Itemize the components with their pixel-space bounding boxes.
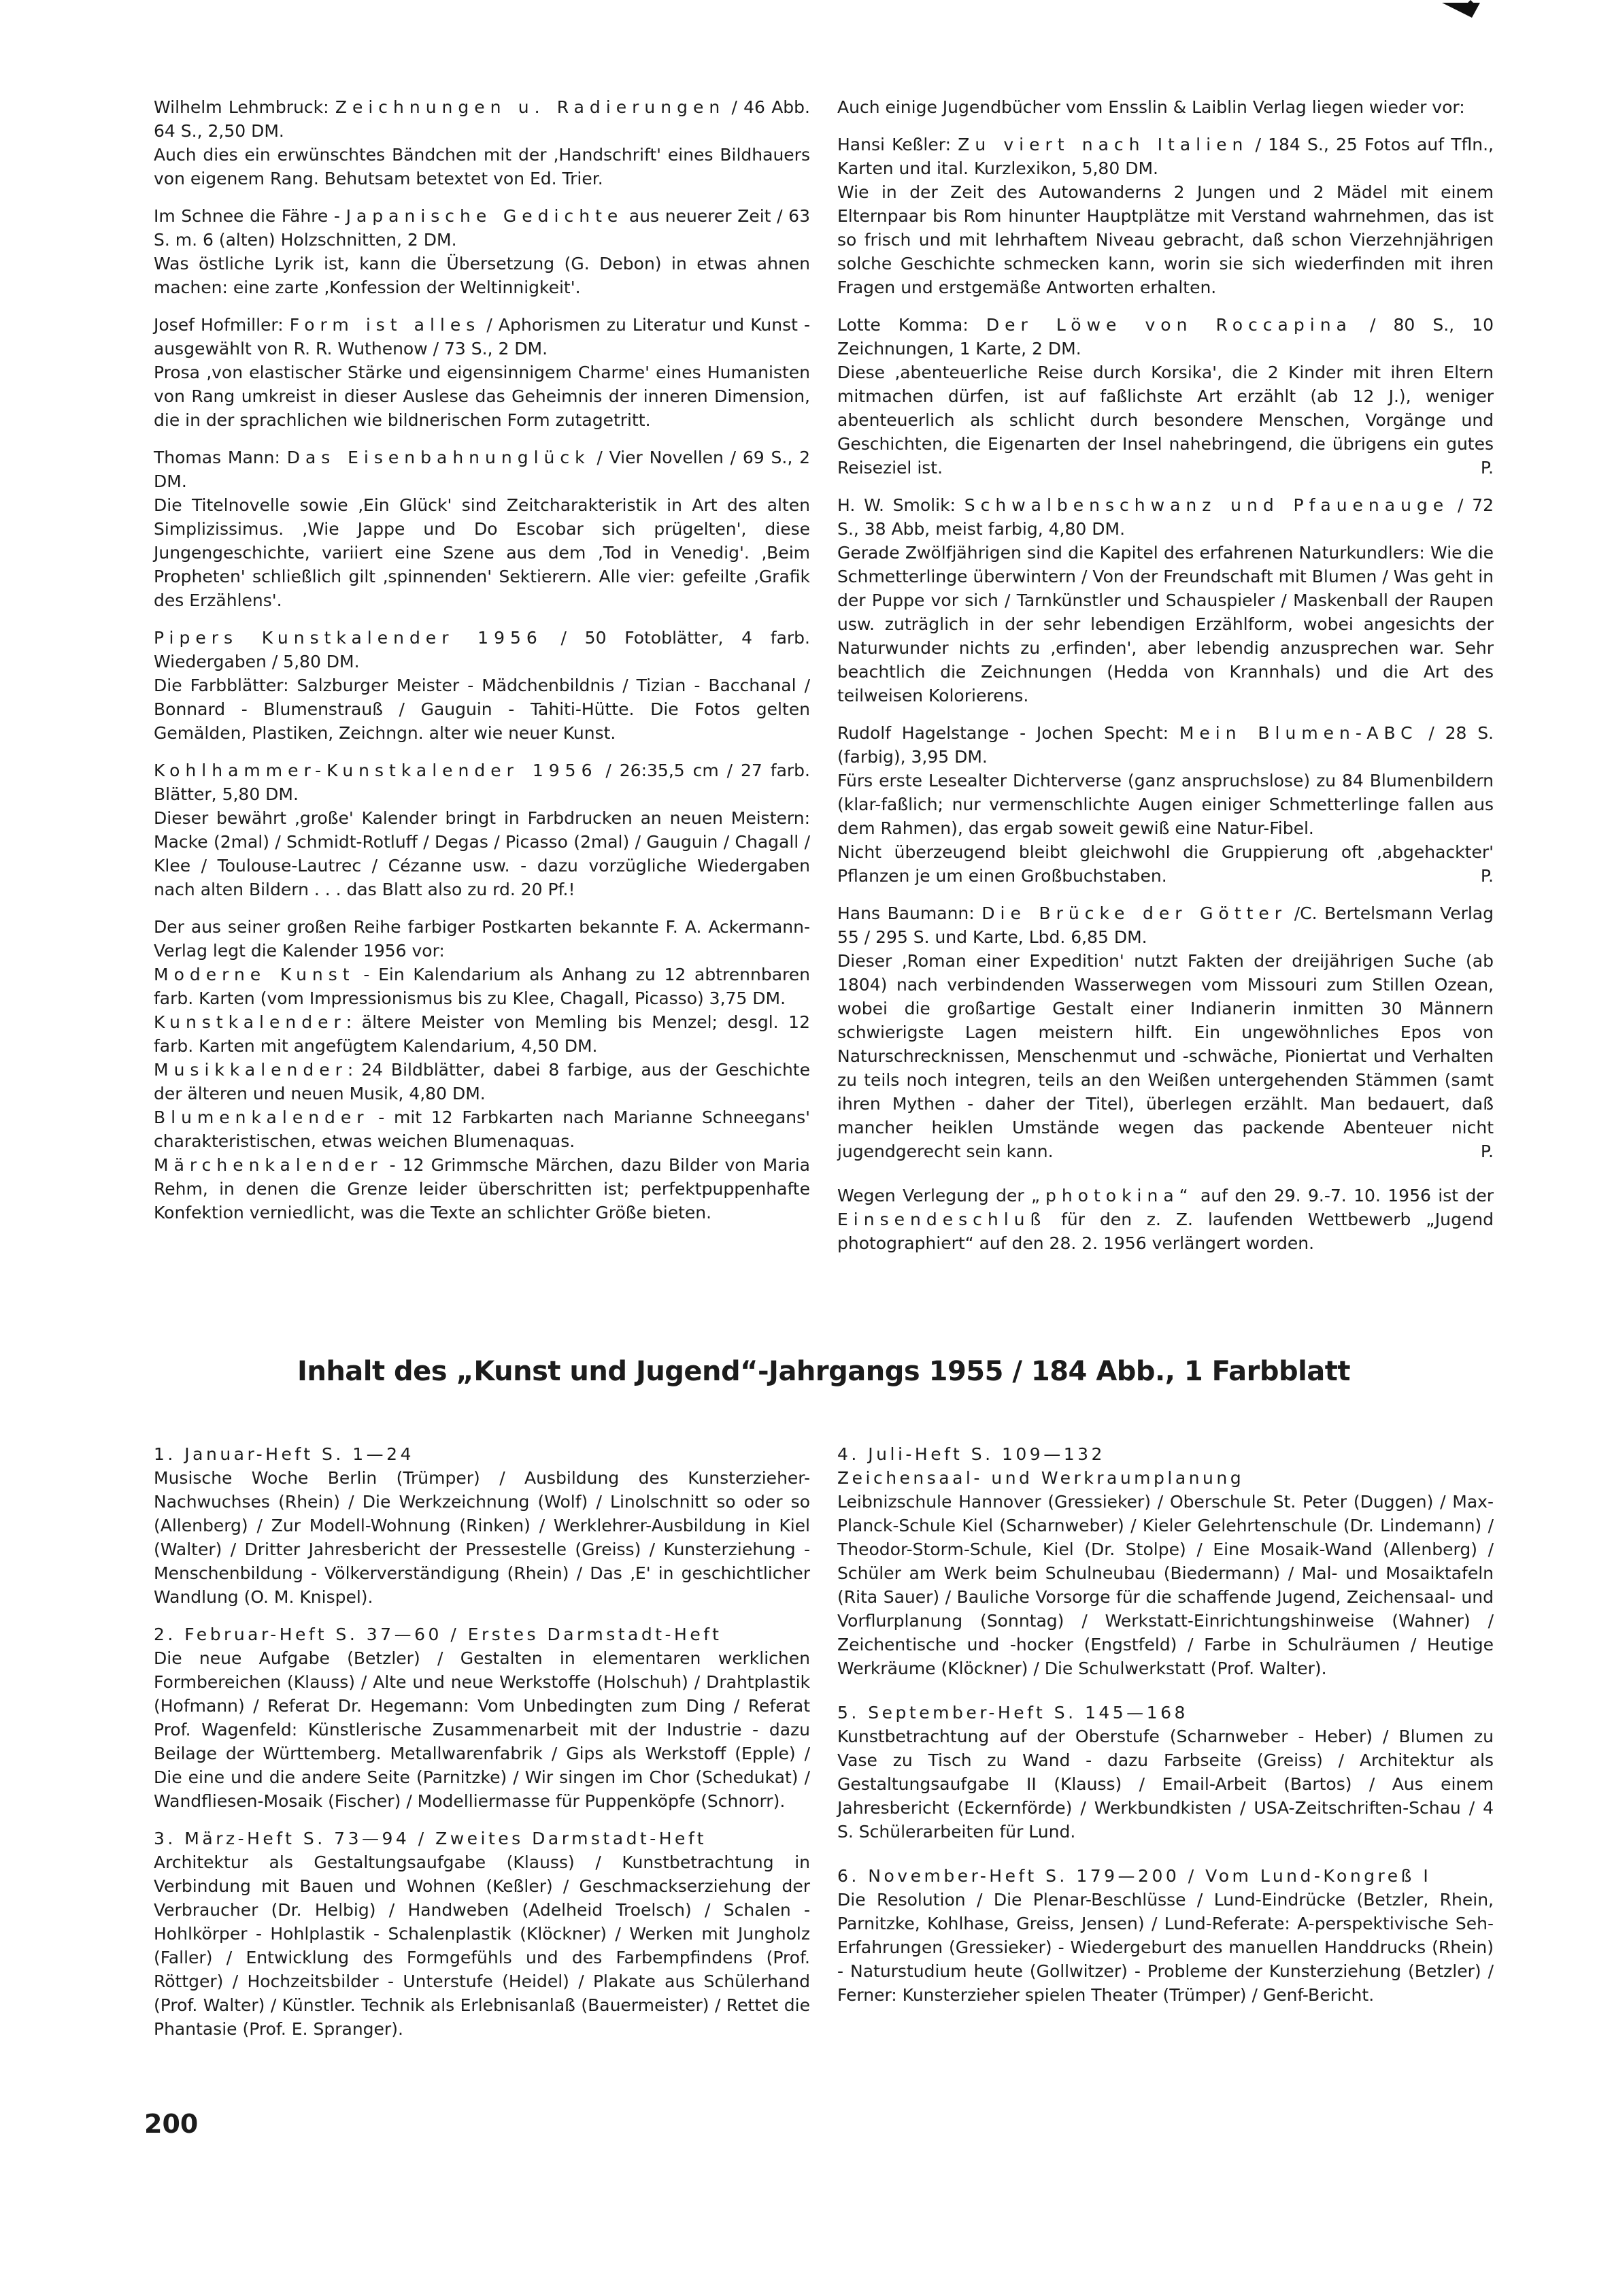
review-title: Pipers Kunstkalender 1956 [154, 628, 543, 648]
notice-text: auf den 29. 9.-7. 10. 1956 ist der [1193, 1186, 1494, 1205]
review-text-2: Nicht überzeugend bleibt gleichwohl die Gruppierung oft ‚abgehackter' Pflanzen je um einen Großbuchstaben. [837, 842, 1494, 886]
corner-mark [1441, 0, 1481, 19]
toc-issue-july [837, 1442, 1494, 1680]
review-text: Die Farbblätter: Salzburger Meister - Mädchenbildnis / Tizian - Bacchanal / Bonnard - Blumenstrauß / Gauguin - Tahiti-Hütte. Die Fotos gelten Gemälden, Plastiken, Zeichngn. alter wie neuer Kunst. [154, 676, 810, 743]
toc-right-column [837, 1442, 1494, 2020]
review-mann [154, 446, 810, 612]
review-title: Kohlhammer-Kunstkalender 1956 [154, 761, 598, 780]
review-title: Der Löwe von Roccapina [986, 315, 1352, 335]
reviews-left-column [154, 95, 810, 1238]
review-author: Hans Baumann: [837, 903, 982, 923]
review-text: Gerade Zwölfjährigen sind die Kapitel des erfahrenen Naturkundlers: Wie die Schmetterlinge überwintern / Von der Freundschaft mit Blumen / Was geht in der Puppe vor sich / Tarnkünstler und Schauspieler / Maskenball der Raupen usw. zuträglich in der sehr lebendigen Erzählform, wobei angesichts der Naturwunder nichts zu ‚erfinden', aber lebendig anzusprechen war. Sehr beachtlich die Zeichnungen (Hedda von Krannhals) und die Art des teilweisen Kolorierens. [837, 543, 1494, 705]
review-text: Die Titelnovelle sowie ‚Ein Glück' sind Zeitcharakteristik in Art des alten Simplizissimus. ‚Wie Jappe und Do Escobar sich prügelten', diese Jungengeschichte, variiert eine Szene aus dem ‚Tod in Venedig'. ‚Beim Propheten' schließlich gilt ‚spinnenden' Sektierern. Alle vier: gefeilte ‚Grafik des Erzählens'. [154, 495, 810, 610]
review-details: / Aphorismen zu Literatur und Kunst - ausgewählt von R. R. Wuthenow / 73 S., 2 DM. [154, 315, 810, 359]
issue-heading: 5. September-Heft S. 145—168 [837, 1703, 1188, 1723]
review-title: Japanische Gedichte [346, 206, 624, 226]
review-text: Auch dies ein erwünschtes Bändchen mit der ‚Handschrift' eines Bildhauers von eigenem Rang. Behutsam betextet von Ed. Trier. [154, 145, 810, 188]
review-komma [837, 313, 1494, 480]
review-details: / 26:35,5 cm / 27 farb. Blätter, 5,80 DM. [154, 761, 810, 804]
review-signature: P. [1480, 866, 1494, 886]
review-text: Prosa ‚von elastischer Stärke und eigensinnigem Charme' eines Humanisten von Rang umkreist in dieser Auslese das Geheimnis der inneren Dimension, die in der sprachlichen wie bildnerischen Form zutagetritt. [154, 363, 810, 430]
issue-contents: Leibnizschule Hannover (Gressieker) / Oberschule St. Peter (Duggen) / Max-Planck-Schule Kiel (Scharnweber) / Kieler Gelehrtenschule (Dr. Lindemann) / Theodor-Storm-Schule, Kiel (Dr. Stolpe) / Eine Mosaik-Wand (Allenberg) / Schüler am Werk beim Schulneubau (Biedermann) / Mal- und Mosaiktafeln (Rita Sauer) / Bauliche Vorsorge für die schaffende Jugend, Zeichensaal- und Vorflurplanung (Sonntag) / Werkstatt-Einrichtungshinweise (Wahner) / Zeichentische und -hocker (Engstfeld) / Farbe in Schulräumen / Heutige Werkräume (Klöckner) / Die Schulwerkstatt (Prof. Walter). [837, 1492, 1494, 1678]
calendar-text: : 24 Bildblätter, dabei 8 farbige, aus der Geschichte der älteren und neuen Musik, 4,80 DM. [154, 1060, 810, 1103]
toc-issue-november [837, 1864, 1494, 2007]
review-pipers [154, 626, 810, 745]
review-title: Die Brücke der Götter [981, 903, 1288, 923]
review-details: aus neuerer Zeit / 63 S. m. 6 (alten) Holzschnitten, 2 DM. [154, 206, 810, 250]
youth-books-intro: Auch einige Jugendbücher vom Ensslin & Laiblin Verlag liegen wieder vor: [837, 97, 1465, 117]
review-hofmiller [154, 313, 810, 432]
review-title: Das Eisenbahnunglück [286, 448, 590, 467]
issue-heading: 1. Januar-Heft S. 1—24 [154, 1444, 414, 1464]
calendar-text: - mit 12 Farbkarten nach Marianne Schneegans' charakteristischen, etwas weichen Blumenaquas. [154, 1108, 810, 1151]
calendar-title: Kunstkalender [154, 1012, 346, 1032]
review-ackermann [154, 915, 810, 1225]
review-intro: Im Schnee die Fähre - [154, 206, 346, 226]
review-faehre [154, 204, 810, 299]
review-author: Hansi Keßler: [837, 135, 958, 154]
review-text: Dieser ‚Roman einer Expedition' nutzt Fakten der dreijährigen Suche (ab 1804) nach verbindenden Wasserwegen vom Missouri zum Stillen Ozean, wobei die großartige Gestalt einer Indianerin inmitten 30 Männern schwierigste Lagen meistern hilft. Ein ungewöhnliches Epos von Naturschrecknissen, Menschenmut und -schwäche, Pioniertat und Verhalten zu teils noch integren, teils an den Weißen untergehenden Stämmen (samt ihren Mythen - daher der Titel), überlegen erzählt. Man bedauert, daß mancher heiklen Umstände wegen das packende Abenteuer nicht jugendgerecht sein kann. [837, 951, 1494, 1161]
review-details: / 46 Abb. 64 S., 2,50 DM. [154, 97, 810, 141]
toc-issue-march [154, 1827, 810, 2041]
calendar-text: - 12 Grimmsche Märchen, dazu Bilder von Maria Rehm, in denen die Grenze leider überschritten ist; perfektpuppenhafte Konfektion verniedlicht, was die Texte an schlichter Größe bieten. [154, 1155, 810, 1222]
notice-text: für den z. Z. laufenden Wettbewerb „Jugend photographiert“ auf den 28. 2. 1956 verlängert worden. [837, 1210, 1494, 1253]
issue-heading: 3. März-Heft S. 73—94 / Zweites Darmstadt-Heft [154, 1829, 707, 1848]
review-details: /C. Bertelsmann Verlag 55 / 295 S. und Karte, Lbd. 6,85 DM. [837, 903, 1494, 947]
review-title: Schwalbenschwanz und Pfauenauge [964, 495, 1449, 515]
photokina-notice [837, 1184, 1494, 1255]
review-smolik [837, 493, 1494, 708]
toc-issue-september [837, 1701, 1494, 1844]
toc-issue-february [154, 1623, 810, 1813]
issue-subheading: Zeichensaal- und Werkraumplanung [837, 1468, 1245, 1488]
review-details: / 28 S. (farbig), 3,95 DM. [837, 723, 1494, 767]
review-signature: P. [1480, 458, 1494, 478]
review-author: Rudolf Hagelstange - Jochen Specht: [837, 723, 1179, 743]
calendar-title: Musikkalender [154, 1060, 348, 1080]
review-author: Wilhelm Lehmbruck: [154, 97, 335, 117]
review-baumann [837, 901, 1494, 1163]
issue-contents: Architektur als Gestaltungsaufgabe (Klauss) / Kunstbetrachtung in Verbindung mit Bauen und Wohnen (Keßler) / Geschmackserziehung der Verbraucher (Dr. Helbig) / Handweben (Adelheid Troelsch) / Schalen - Hohlkörper - Hohlplastik - Schalenplastik (Klöckner) / Werken mit Jungholz (Faller) / Entwicklung des Formgefühls und des Farbempfindens (Prof. Röttger) / Hochzeitsbilder - Unterstufe (Heidel) / Plakate aus Schülerhand (Prof. Walter) / Künstler. Technik als Erlebnisanlaß (Bauermeister) / Rettet die Phantasie (Prof. E. Spranger). [154, 1852, 810, 2039]
toc-left-column [154, 1442, 810, 2054]
calendar-title: Märchenkalender [154, 1155, 383, 1175]
issue-heading: 6. November-Heft S. 179—200 / Vom Lund-Kongreß I [837, 1866, 1432, 1886]
calendar-text: : ältere Meister von Memling bis Menzel; desgl. 12 farb. Karten mit angefügtem Kalendarium, 4,50 DM. [154, 1012, 810, 1056]
review-title: Zu viert nach Italien [958, 135, 1249, 154]
review-title: Zeichnungen u. Radierungen [335, 97, 726, 117]
review-details: / 50 Fotoblätter, 4 farb. Wiedergaben / 5,80 DM. [154, 628, 810, 671]
calendar-title: Blumenkalender [154, 1108, 369, 1127]
toc-heading: Inhalt des „Kunst und Jugend“-Jahrgangs 1955 / 184 Abb., 1 Farbblatt [297, 1356, 1351, 1387]
review-hagelstange [837, 721, 1494, 888]
review-title: Form ist alles [289, 315, 481, 335]
review-title: Mein Blumen-ABC [1179, 723, 1418, 743]
review-text: Wie in der Zeit des Autowanderns 2 Jungen und 2 Mädel mit einem Elternpaar bis Rom hinunter Hauptplätze mit Verstand wahrnehmen, das ist so frisch und mit lehrhaftem Niveau gebracht, daß schon Vierzehnjährigen solche Geschichte schmecken kann, worin sie sich wiederfinden mit ihren Fragen und erstgemäße Antworten erhalten. [837, 182, 1494, 297]
review-text: Fürs erste Lesealter Dichterverse (ganz anspruchslose) zu 84 Blumenbildern (klar-faßlich; nur vermenschlichte Augen einiger Schmetterlinge fallen aus dem Rahmen), das ergab soweit gewiß eine Natur-Fibel. [837, 771, 1494, 838]
review-text: Dieser bewährt ‚große' Kalender bringt in Farbdrucken an neuen Meistern: Macke (2mal) / Schmidt-Rotluff / Degas / Picasso (2mal) / Gauguin / Chagall / Klee / Toulouse-Lautrec / Cézanne usw. - dazu vorzügliche Wiedergaben nach alten Bildern . . . das Blatt also zu rd. 20 Pf.! [154, 808, 810, 899]
issue-contents: Die neue Aufgabe (Betzler) / Gestalten in elementaren werklichen Formbereichen (Klauss) / Alte und neue Werkstoffe (Holschuh) / Drahtplastik (Hofmann) / Referat Dr. Hegemann: Vom Unbedingten zum Ding / Referat Prof. Wagenfeld: Künstlerische Zusammenarbeit mit der Industrie - dazu Beilage der Württemberg. Metallwarenfabrik / Gips als Werkstoff (Epple) / Die eine und die andere Seite (Parnitzke) / Wir singen im Chor (Schedukat) / Wandfliesen-Mosaik (Fischer) / Modelliermasse für Puppenköpfe (Schnorr). [154, 1648, 810, 1811]
reviews-right-column [837, 95, 1494, 1269]
issue-contents: Kunstbetrachtung auf der Oberstufe (Scharnweber - Heber) / Blumen zu Vase zu Tisch zu Wand - dazu Farbseite (Greiss) / Architektur als Gestaltungsaufgabe II (Klauss) / Email-Arbeit (Bartos) / Aus einem Jahresbericht (Eckernförde) / Werkbundkisten / USA-Zeitschriften-Schau / 4 S. Schülerarbeiten für Lund. [837, 1727, 1494, 1842]
issue-contents: Musische Woche Berlin (Trümper) / Ausbildung des Kunsterzieher-Nachwuchses (Rhein) / Die Werkzeichnung (Wolf) / Linolschnitt so oder so (Allenberg) / Zur Modell-Wohnung (Rinken) / Werklehrer-Ausbildung in Kiel (Walter) / Dritter Jahresbericht der Pressestelle (Greiss) / Kunsterziehung - Menschenbildung - Völkerverständigung (Rhein) / Das ‚E' in geschichtlicher Wandlung (O. M. Knispel). [154, 1468, 810, 1607]
photokina-name: „photokina“ [1031, 1186, 1194, 1205]
issue-heading: 4. Juli-Heft S. 109—132 [837, 1444, 1105, 1464]
review-details: / 80 S., 10 Zeichnungen, 1 Karte, 2 DM. [837, 315, 1494, 359]
review-kohlhammer [154, 759, 810, 901]
review-kessler [837, 133, 1494, 299]
toc-issue-january [154, 1442, 810, 1609]
review-signature: P. [1480, 1142, 1494, 1161]
issue-contents: Die Resolution / Die Plenar-Beschlüsse / Lund-Eindrücke (Betzler, Rhein, Parnitzke, Kohlhase, Greiss, Jensen) / Lund-Referate: A-perspektivische Seh-Erfahrungen (Gressieker) - Wiedergeburt des manuellen Handdrucks (Rhein) - Naturstudium heute (Gollwitzer) - Probleme der Kunsterziehung (Betzler) / Ferner: Kunsterzieher spielen Theater (Trümper) / Genf-Bericht. [837, 1890, 1494, 2005]
page-number: 200 [144, 2109, 199, 2139]
review-details: / 184 S., 25 Fotos auf Tfln., Karten und ital. Kurzlexikon, 5,80 DM. [837, 135, 1494, 178]
review-author: Josef Hofmiller: [154, 315, 290, 335]
review-author: Thomas Mann: [154, 448, 287, 467]
issue-heading: 2. Februar-Heft S. 37—60 / Erstes Darmstadt-Heft [154, 1625, 722, 1644]
review-details: / 72 S., 38 Abb, meist farbig, 4,80 DM. [837, 495, 1494, 539]
review-text: Diese ‚abenteuerliche Reise durch Korsika', die 2 Kinder mit ihren Eltern mitmachen dürfen, ist auf faßlichste Art erzählt (ab 12 J.), weniger abenteuerlich als schlicht durch besondere Menschen, Vorgänge und Geschichten, die Eigenarten der Insel nahebringend, die übrigens ein gutes Reiseziel ist. [837, 363, 1494, 478]
deadline-label: Einsendeschluß [837, 1210, 1047, 1229]
notice-text: Wegen Verlegung der [837, 1186, 1032, 1205]
review-intro: Der aus seiner großen Reihe farbiger Postkarten bekannte F. A. Ackermann-Verlag legt die Kalender 1956 vor: [154, 917, 810, 961]
calendar-title: Moderne Kunst [154, 965, 355, 984]
review-text: Was östliche Lyrik ist, kann die Übersetzung (G. Debon) in etwas ahnen machen: eine zarte ‚Konfession der Weltinnigkeit'. [154, 254, 810, 297]
review-lehmbruck [154, 95, 810, 190]
calendar-text: - Ein Kalendarium als Anhang zu 12 abtrennbaren farb. Karten (vom Impressionismus bis zu Klee, Chagall, Picasso) 3,75 DM. [154, 965, 810, 1008]
review-author: Lotte Komma: [837, 315, 986, 335]
review-author: H. W. Smolik: [837, 495, 964, 515]
review-details: / Vier Novellen / 69 S., 2 DM. [154, 448, 810, 491]
